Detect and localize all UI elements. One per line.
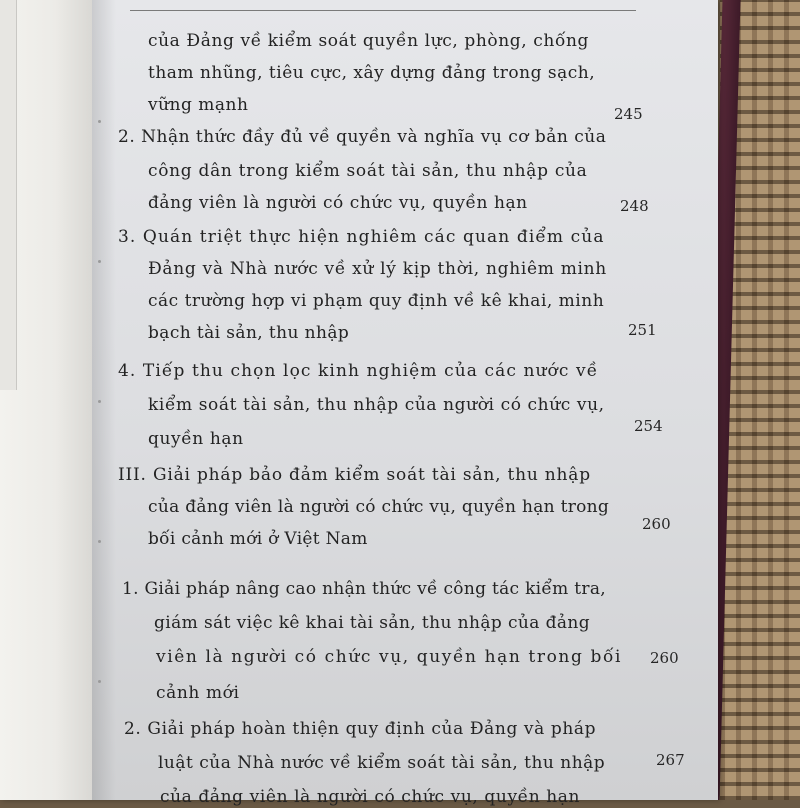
binding-stitch	[98, 120, 101, 123]
toc-line: luật của Nhà nước về kiểm soát tài sản, thu nhập	[158, 753, 606, 773]
toc-line: III. Giải pháp bảo đảm kiểm soát tài sản, thu nhập	[118, 465, 591, 485]
toc-line: 1. Giải pháp nâng cao nhận thức về công tác kiểm tra,	[122, 579, 606, 599]
toc-line: viên là người có chức vụ, quyền hạn trong bối	[156, 647, 622, 667]
toc-line: tham nhũng, tiêu cực, xây dựng đảng trong sạch,	[148, 63, 596, 83]
toc-page-number: 248	[620, 197, 649, 215]
toc-line: của đảng viên là người có chức vụ, quyền hạn	[160, 787, 581, 807]
toc-line: cảnh mới	[156, 683, 240, 703]
toc-line: 2. Nhận thức đầy đủ về quyền và nghĩa vụ cơ bản của	[118, 127, 607, 147]
toc-line: bạch tài sản, thu nhập	[148, 323, 350, 343]
toc-line: của đảng viên là người có chức vụ, quyền hạn trong	[148, 497, 610, 517]
binding-stitch	[98, 260, 101, 263]
toc-line: Đảng và Nhà nước về xử lý kịp thời, nghiêm minh	[148, 259, 607, 279]
toc-line: bối cảnh mới ở Việt Nam	[148, 529, 368, 549]
toc-page-number: 260	[642, 515, 671, 533]
toc-line: 4. Tiếp thu chọn lọc kinh nghiệm của các nước về	[118, 361, 599, 381]
toc-page-number: 245	[614, 105, 643, 123]
binding-stitch	[98, 400, 101, 403]
toc-page-number: 267	[656, 751, 685, 769]
toc-line: giám sát việc kê khai tài sản, thu nhập của đảng	[154, 613, 591, 633]
toc-line: công dân trong kiểm soát tài sản, thu nhập của	[148, 161, 588, 181]
toc-page-number: 251	[628, 321, 657, 339]
toc-line: kiểm soát tài sản, thu nhập của người có chức vụ,	[148, 395, 605, 415]
toc-line: 3. Quán triệt thực hiện nghiêm các quan điểm của	[118, 227, 605, 247]
toc-line: quyền hạn	[148, 429, 244, 449]
toc-line: 2. Giải pháp hoàn thiện quy định của Đảng và pháp	[124, 719, 597, 739]
toc-line: các trường hợp vi phạm quy định về kê khai, minh	[148, 291, 605, 311]
binding-stitch	[98, 680, 101, 683]
toc-page-number: 260	[650, 649, 679, 667]
toc-page-number: 254	[634, 417, 663, 435]
toc-line: vững mạnh	[148, 95, 249, 115]
toc-line: đảng viên là người có chức vụ, quyền hạn	[148, 193, 528, 213]
toc-line: của Đảng về kiểm soát quyền lực, phòng, chống	[148, 31, 589, 51]
binding-stitch	[98, 540, 101, 543]
